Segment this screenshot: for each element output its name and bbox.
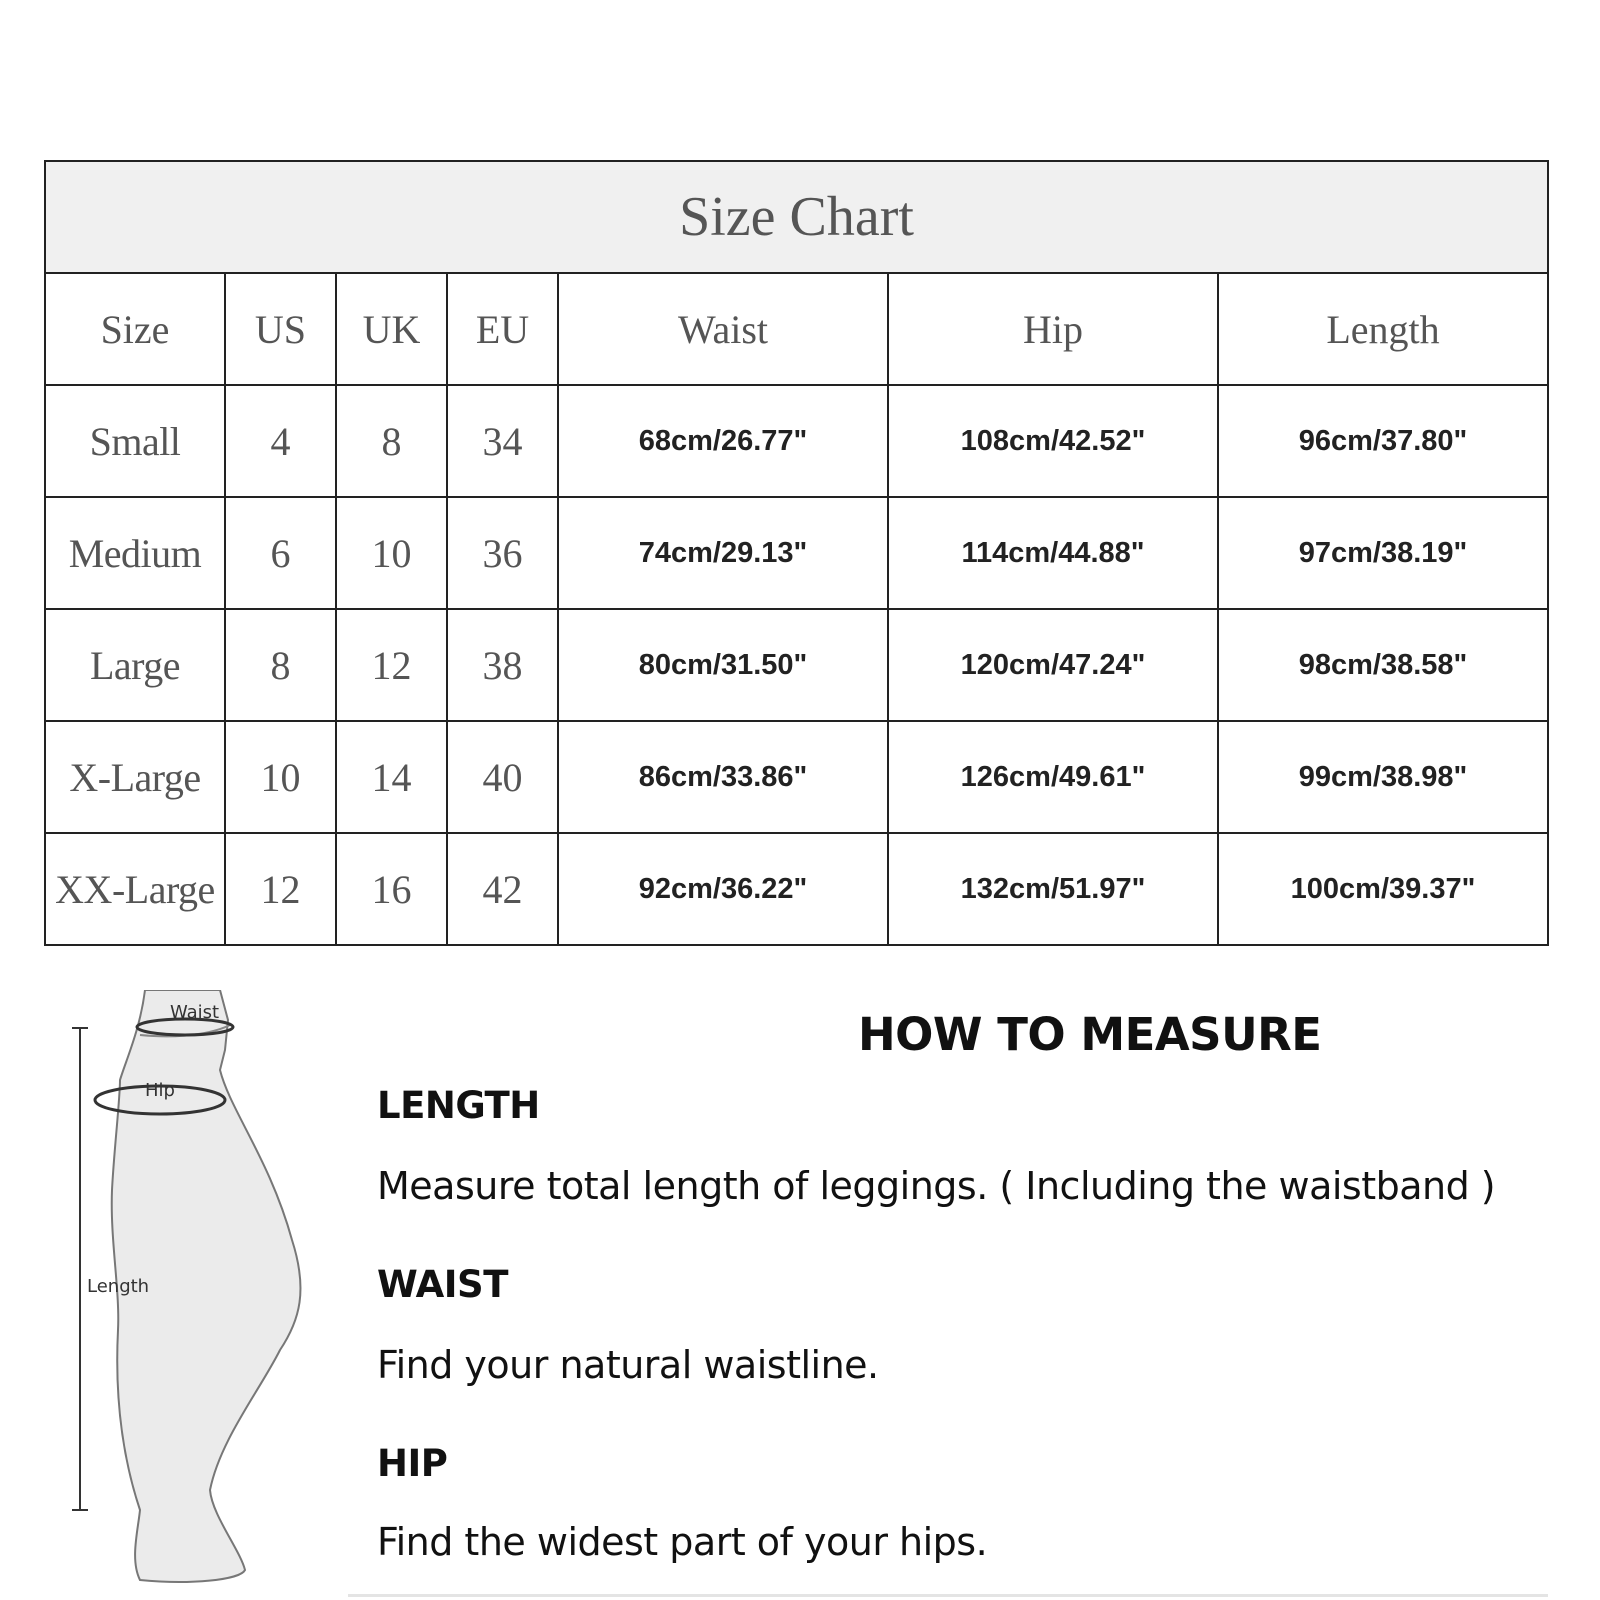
us-cell: 6 — [225, 497, 336, 609]
hip-label: Hip — [145, 1080, 175, 1101]
waist-description: Find your natural waistline. — [377, 1343, 879, 1387]
how-to-measure-title: HOW TO MEASURE — [858, 1008, 1322, 1061]
header-length: Length — [1218, 273, 1548, 385]
uk-cell: 16 — [336, 833, 447, 945]
eu-cell: 42 — [447, 833, 558, 945]
us-cell: 8 — [225, 609, 336, 721]
hip-cell: 132cm/51.97" — [888, 833, 1218, 945]
length-cell: 99cm/38.98" — [1218, 721, 1548, 833]
waist-title: WAIST — [377, 1263, 508, 1306]
eu-cell: 38 — [447, 609, 558, 721]
table-row — [45, 833, 1548, 945]
header-eu: EU — [447, 273, 558, 385]
eu-cell: 40 — [447, 721, 558, 833]
waist-cell: 68cm/26.77" — [558, 385, 888, 497]
length-cell: 98cm/38.58" — [1218, 609, 1548, 721]
size-cell: X-Large — [45, 721, 225, 833]
table-row — [45, 609, 1548, 721]
leggings-figure — [60, 990, 330, 1590]
eu-cell: 36 — [447, 497, 558, 609]
table-row — [45, 385, 1548, 497]
bottom-divider — [348, 1594, 1548, 1597]
header-size: Size — [45, 273, 225, 385]
uk-cell: 14 — [336, 721, 447, 833]
hip-description: Find the widest part of your hips. — [377, 1520, 988, 1564]
waist-cell: 86cm/33.86" — [558, 721, 888, 833]
us-cell: 10 — [225, 721, 336, 833]
length-cell: 100cm/39.37" — [1218, 833, 1548, 945]
length-label: Length — [87, 1276, 150, 1297]
length-cell: 96cm/37.80" — [1218, 385, 1548, 497]
header-us: US — [225, 273, 336, 385]
size-cell: Large — [45, 609, 225, 721]
table-row — [45, 721, 1548, 833]
uk-cell: 8 — [336, 385, 447, 497]
size-cell: Medium — [45, 497, 225, 609]
size-chart-title: Size Chart — [45, 161, 1548, 273]
leggings-illustration — [60, 990, 330, 1590]
table-row — [45, 497, 1548, 609]
header-hip: Hip — [888, 273, 1218, 385]
length-title: LENGTH — [377, 1084, 540, 1127]
waist-label: Waist — [170, 1002, 220, 1023]
waist-cell: 74cm/29.13" — [558, 497, 888, 609]
eu-cell: 34 — [447, 385, 558, 497]
size-cell: Small — [45, 385, 225, 497]
waist-cell: 92cm/36.22" — [558, 833, 888, 945]
hip-title: HIP — [377, 1442, 448, 1485]
header-row — [45, 273, 1548, 385]
title-row — [45, 161, 1548, 273]
length-description: Measure total length of leggings. ( Including the waistband ) — [377, 1164, 1496, 1208]
waist-cell: 80cm/31.50" — [558, 609, 888, 721]
header-waist: Waist — [558, 273, 888, 385]
hip-cell: 126cm/49.61" — [888, 721, 1218, 833]
uk-cell: 10 — [336, 497, 447, 609]
us-cell: 12 — [225, 833, 336, 945]
hip-cell: 108cm/42.52" — [888, 385, 1218, 497]
us-cell: 4 — [225, 385, 336, 497]
hip-cell: 120cm/47.24" — [888, 609, 1218, 721]
size-cell: XX-Large — [45, 833, 225, 945]
hip-cell: 114cm/44.88" — [888, 497, 1218, 609]
length-cell: 97cm/38.19" — [1218, 497, 1548, 609]
header-uk: UK — [336, 273, 447, 385]
uk-cell: 12 — [336, 609, 447, 721]
size-chart-table — [44, 160, 1549, 946]
